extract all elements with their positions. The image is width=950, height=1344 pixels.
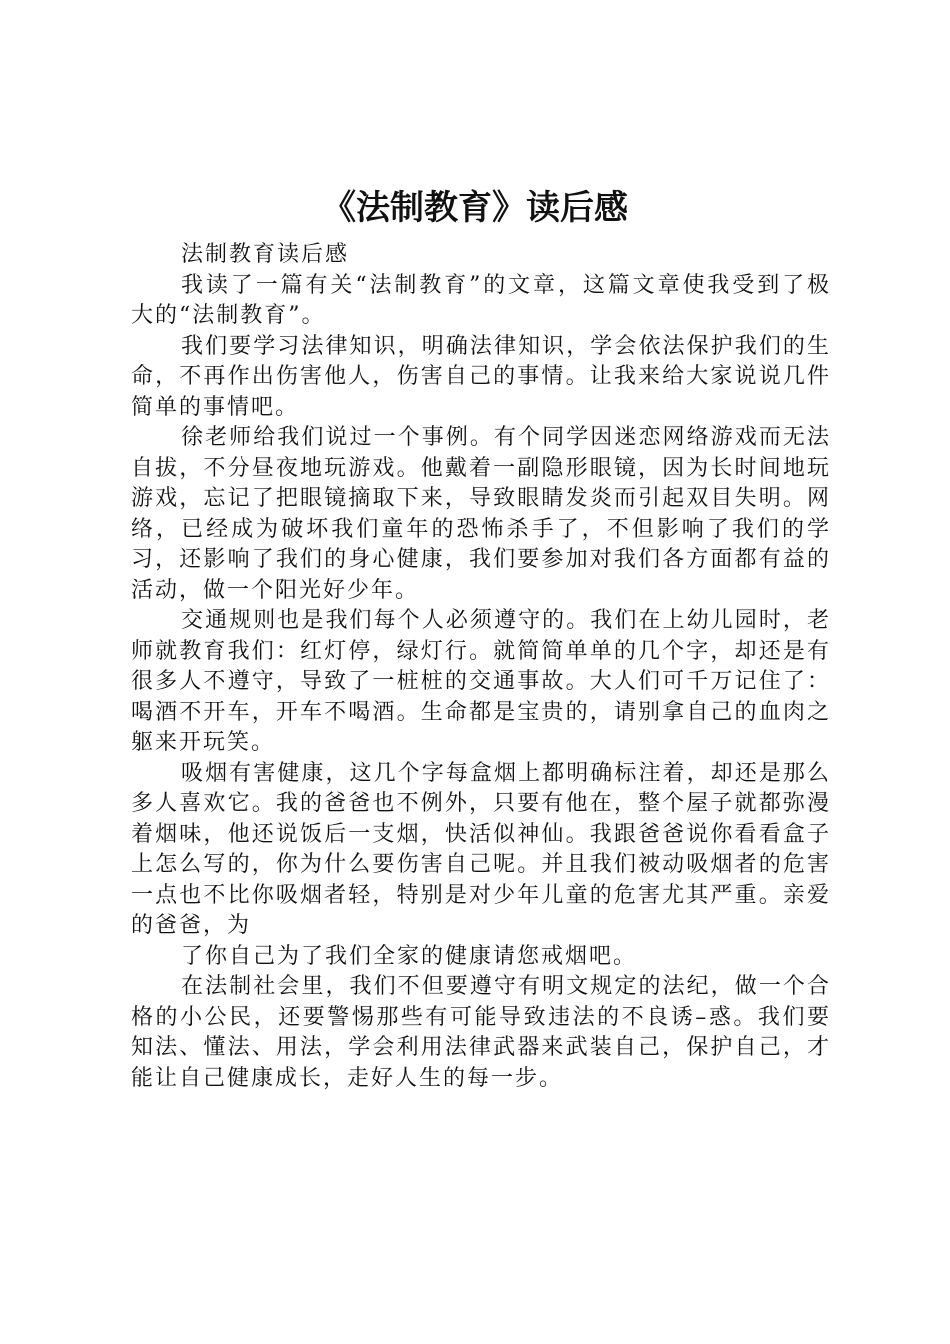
paragraph-law-knowledge: 我们要学习法律知识，明确法律知识，学会依法保护我们的生命，不再作出伤害他人，伤害自己的事情。让我来给大家说说几件简单的事情吧。 <box>131 333 831 420</box>
paragraph-smoking-continued: 了你自己为了我们全家的健康请您戒烟吧。 <box>181 943 638 969</box>
document-title: 《法制教育》读后感 <box>322 188 628 228</box>
document-body <box>131 240 831 1094</box>
paragraph-subtitle: 法制教育读后感 <box>181 242 350 267</box>
paragraph-smoking: 吸烟有害健康，这几个字每盒烟上都明确标注着，却还是那么多人喜欢它。我的爸爸也不例外，只要有他在，整个屋子就都弥漫着烟味，他还说饭后一支烟，快活似神仙。我跟爸爸说你看看盒子上怎么写的，你为什么要伤害自己呢。并且我们被动吸烟者的危害一点也不比你吸烟者轻，特别是对少年儿童的危害尤其严重。亲爱的爸爸，为 <box>131 760 831 938</box>
paragraph-conclusion: 在法制社会里，我们不但要遵守有明文规定的法纪，做一个合格的小公民，还要警惕那些有可能导致违法的不良诱–惑。我们要知法、懂法、用法，学会利用法律武器来武装自己，保护自己，才能让自己健康成长，走好人生的每一步。 <box>131 974 831 1091</box>
paragraph-traffic-rules: 交通规则也是我们每个人必须遵守的。我们在上幼儿园时，老师就教育我们：红灯停，绿灯行。就简简单单的几个字，却还是有很多人不遵守，导致了一桩桩的交通事故。大人们可千万记住了：喝酒不开车，开车不喝酒。生命都是宝贵的，请别拿自己的血肉之躯来开玩笑。 <box>131 608 831 755</box>
paragraph-intro: 我读了一篇有关“法制教育”的文章，这篇文章使我受到了极大的“法制教育”。 <box>131 272 831 328</box>
paragraph-internet-games: 徐老师给我们说过一个事例。有个同学因迷恋网络游戏而无法自拔，不分昼夜地玩游戏。他戴着一副隐形眼镜，因为长时间地玩游戏，忘记了把眼镜摘取下来，导致眼睛发炎而引起双目失明。网络，已经成为破坏我们童年的恐怖杀手了，不但影响了我们的学习，还影响了我们的身心健康，我们要参加对我们各方面都有益的活动，做一个阳光好少年。 <box>131 425 831 603</box>
